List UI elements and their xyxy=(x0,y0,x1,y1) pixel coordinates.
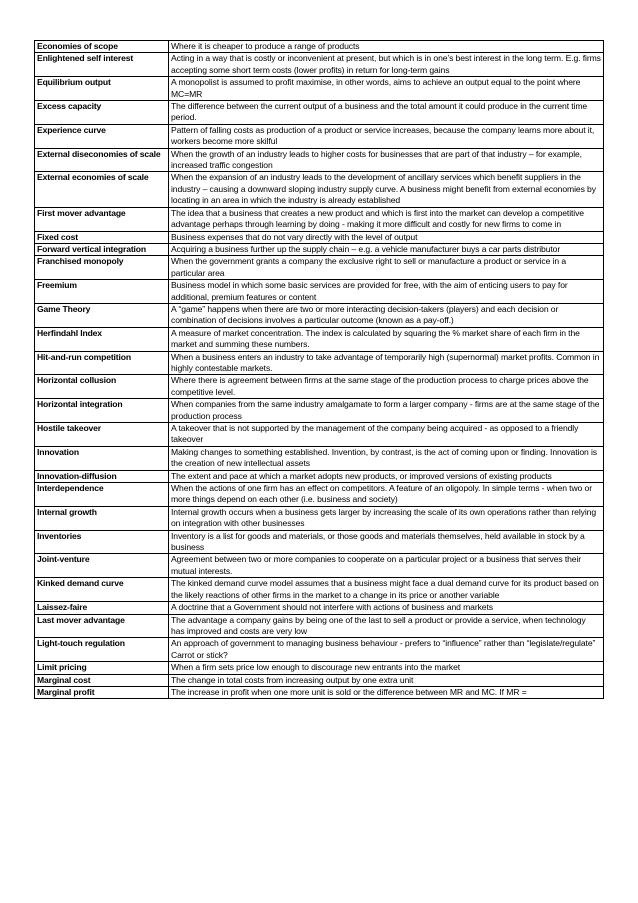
glossary-definition: A “game” happens when there are two or more interacting decision-takers (players) and each decision or combination of decisions involves a particular outcome (known as a pay-off.) xyxy=(169,303,604,327)
table-row xyxy=(35,686,604,698)
glossary-definition: When the expansion of an industry leads to the development of ancillary services which benefit suppliers in the industry – causing a downward sloping industry supply curve. A business might benefit from external economies by locating in an area in which the industry is already established xyxy=(169,172,604,207)
table-row xyxy=(35,124,604,148)
table-row xyxy=(35,303,604,327)
table-row xyxy=(35,41,604,53)
table-row xyxy=(35,446,604,470)
glossary-definition: The extent and pace at which a market adopts new products, or improved versions of existing products xyxy=(169,470,604,482)
glossary-table xyxy=(34,40,604,699)
glossary-definition: When a firm sets price low enough to discourage new entrants into the market xyxy=(169,662,604,674)
glossary-definition: A measure of market concentration. The index is calculated by squaring the % market share of each firm in the market and summing these numbers. xyxy=(169,327,604,351)
glossary-definition: Business expenses that do not vary directly with the level of output xyxy=(169,231,604,243)
glossary-term: Laissez-faire xyxy=(35,602,169,614)
glossary-definition: When the growth of an industry leads to higher costs for businesses that are part of that industry – for example, increased traffic congestion xyxy=(169,148,604,172)
glossary-definition: Business model in which some basic services are provided for free, with the aim of enticing users to pay for additional, premium features or content xyxy=(169,280,604,304)
glossary-definition: When the actions of one firm has an effect on competitors. A feature of an oligopoly. In simple terms - when two or more things depend on each other (i.e. business and society) xyxy=(169,483,604,507)
table-row xyxy=(35,483,604,507)
glossary-definition: Where there is agreement between firms at the same stage of the production process to charge prices above the competitive level. xyxy=(169,375,604,399)
table-row xyxy=(35,554,604,578)
table-row xyxy=(35,148,604,172)
table-row xyxy=(35,327,604,351)
glossary-definition: The idea that a business that creates a new product and which is first into the market can develop a competitive advantage perhaps through learning by doing - making it more difficult and costly for new firms to come in xyxy=(169,207,604,231)
glossary-definition: Agreement between two or more companies to cooperate on a particular project or a business that serves their mutual interests. xyxy=(169,554,604,578)
glossary-term: Marginal profit xyxy=(35,686,169,698)
table-row xyxy=(35,638,604,662)
table-row xyxy=(35,674,604,686)
table-row xyxy=(35,602,604,614)
glossary-term: Last mover advantage xyxy=(35,614,169,638)
glossary-term: Kinked demand curve xyxy=(35,578,169,602)
table-row xyxy=(35,172,604,207)
glossary-term: Enlightened self interest xyxy=(35,53,169,77)
table-row xyxy=(35,243,604,255)
glossary-term: Hostile takeover xyxy=(35,423,169,447)
table-row xyxy=(35,77,604,101)
glossary-term: Light-touch regulation xyxy=(35,638,169,662)
glossary-term: Herfindahl Index xyxy=(35,327,169,351)
glossary-term: Joint-venture xyxy=(35,554,169,578)
glossary-term: Inventories xyxy=(35,530,169,554)
table-row xyxy=(35,375,604,399)
table-row xyxy=(35,53,604,77)
glossary-definition: The kinked demand curve model assumes that a business might face a dual demand curve for its product based on the likely reactions of other firms in the market to a change in its price or another variable xyxy=(169,578,604,602)
glossary-term: Excess capacity xyxy=(35,101,169,125)
glossary-term: First mover advantage xyxy=(35,207,169,231)
glossary-term: Horizontal integration xyxy=(35,399,169,423)
glossary-term: Limit pricing xyxy=(35,662,169,674)
glossary-term: Freemium xyxy=(35,280,169,304)
glossary-body xyxy=(35,41,604,699)
glossary-term: External economies of scale xyxy=(35,172,169,207)
glossary-definition: The increase in profit when one more unit is sold or the difference between MR and MC. If MR = xyxy=(169,686,604,698)
glossary-term: Internal growth xyxy=(35,506,169,530)
table-row xyxy=(35,351,604,375)
table-row xyxy=(35,578,604,602)
glossary-definition: When companies from the same industry amalgamate to form a larger company - firms are at the same stage of the production process xyxy=(169,399,604,423)
glossary-definition: A doctrine that a Government should not interfere with actions of business and markets xyxy=(169,602,604,614)
table-row xyxy=(35,470,604,482)
glossary-term: Forward vertical integration xyxy=(35,243,169,255)
table-row xyxy=(35,399,604,423)
table-row xyxy=(35,614,604,638)
glossary-definition: Acquiring a business further up the supply chain – e.g. a vehicle manufacturer buys a car parts distributor xyxy=(169,243,604,255)
glossary-definition: The difference between the current output of a business and the total amount it could produce in the current time period. xyxy=(169,101,604,125)
glossary-definition: An approach of government to managing business behaviour - prefers to “influence” rather than “legislate/regulate” Carrot or stick? xyxy=(169,638,604,662)
glossary-term: Experience curve xyxy=(35,124,169,148)
glossary-term: Innovation xyxy=(35,446,169,470)
glossary-term: Game Theory xyxy=(35,303,169,327)
table-row xyxy=(35,423,604,447)
glossary-term: Franchised monopoly xyxy=(35,256,169,280)
glossary-definition: A monopolist is assumed to profit maximise, in other words, aims to achieve an output equal to the point where MC=MR xyxy=(169,77,604,101)
glossary-definition: Making changes to something established. Invention, by contrast, is the act of coming upon or finding. Innovation is the creation of new intellectual assets xyxy=(169,446,604,470)
glossary-term: Fixed cost xyxy=(35,231,169,243)
glossary-definition: When a business enters an industry to take advantage of temporarily high (supernormal) market profits. Common in highly contestable markets. xyxy=(169,351,604,375)
table-row xyxy=(35,256,604,280)
glossary-definition: The advantage a company gains by being one of the last to sell a product or provide a service, when technology has improved and costs are very low xyxy=(169,614,604,638)
glossary-definition: Inventory is a list for goods and materials, or those goods and materials themselves, held available in stock by a business xyxy=(169,530,604,554)
glossary-term: Marginal cost xyxy=(35,674,169,686)
table-row xyxy=(35,280,604,304)
glossary-definition: When the government grants a company the exclusive right to sell or manufacture a product or service in a particular area xyxy=(169,256,604,280)
table-row xyxy=(35,101,604,125)
glossary-term: Horizontal collusion xyxy=(35,375,169,399)
glossary-definition: Pattern of falling costs as production of a product or service increases, because the company learns more about it, workers become more skilful xyxy=(169,124,604,148)
table-row xyxy=(35,530,604,554)
glossary-definition: Internal growth occurs when a business gets larger by increasing the scale of its own operations rather than relying on integration with other businesses xyxy=(169,506,604,530)
table-row xyxy=(35,662,604,674)
glossary-definition: A takeover that is not supported by the management of the company being acquired - as opposed to a friendly takeover xyxy=(169,423,604,447)
glossary-term: Innovation-diffusion xyxy=(35,470,169,482)
table-row xyxy=(35,231,604,243)
glossary-term: Equilibrium output xyxy=(35,77,169,101)
table-row xyxy=(35,207,604,231)
glossary-term: External diseconomies of scale xyxy=(35,148,169,172)
glossary-term: Economies of scope xyxy=(35,41,169,53)
glossary-term: Hit-and-run competition xyxy=(35,351,169,375)
table-row xyxy=(35,506,604,530)
glossary-definition: The change in total costs from increasing output by one extra unit xyxy=(169,674,604,686)
glossary-definition: Where it is cheaper to produce a range of products xyxy=(169,41,604,53)
glossary-term: Interdependence xyxy=(35,483,169,507)
glossary-definition: Acting in a way that is costly or inconvenient at present, but which is in one’s best interest in the long term. E.g. firms accepting some short term costs (lower profits) in return for long-term gains xyxy=(169,53,604,77)
